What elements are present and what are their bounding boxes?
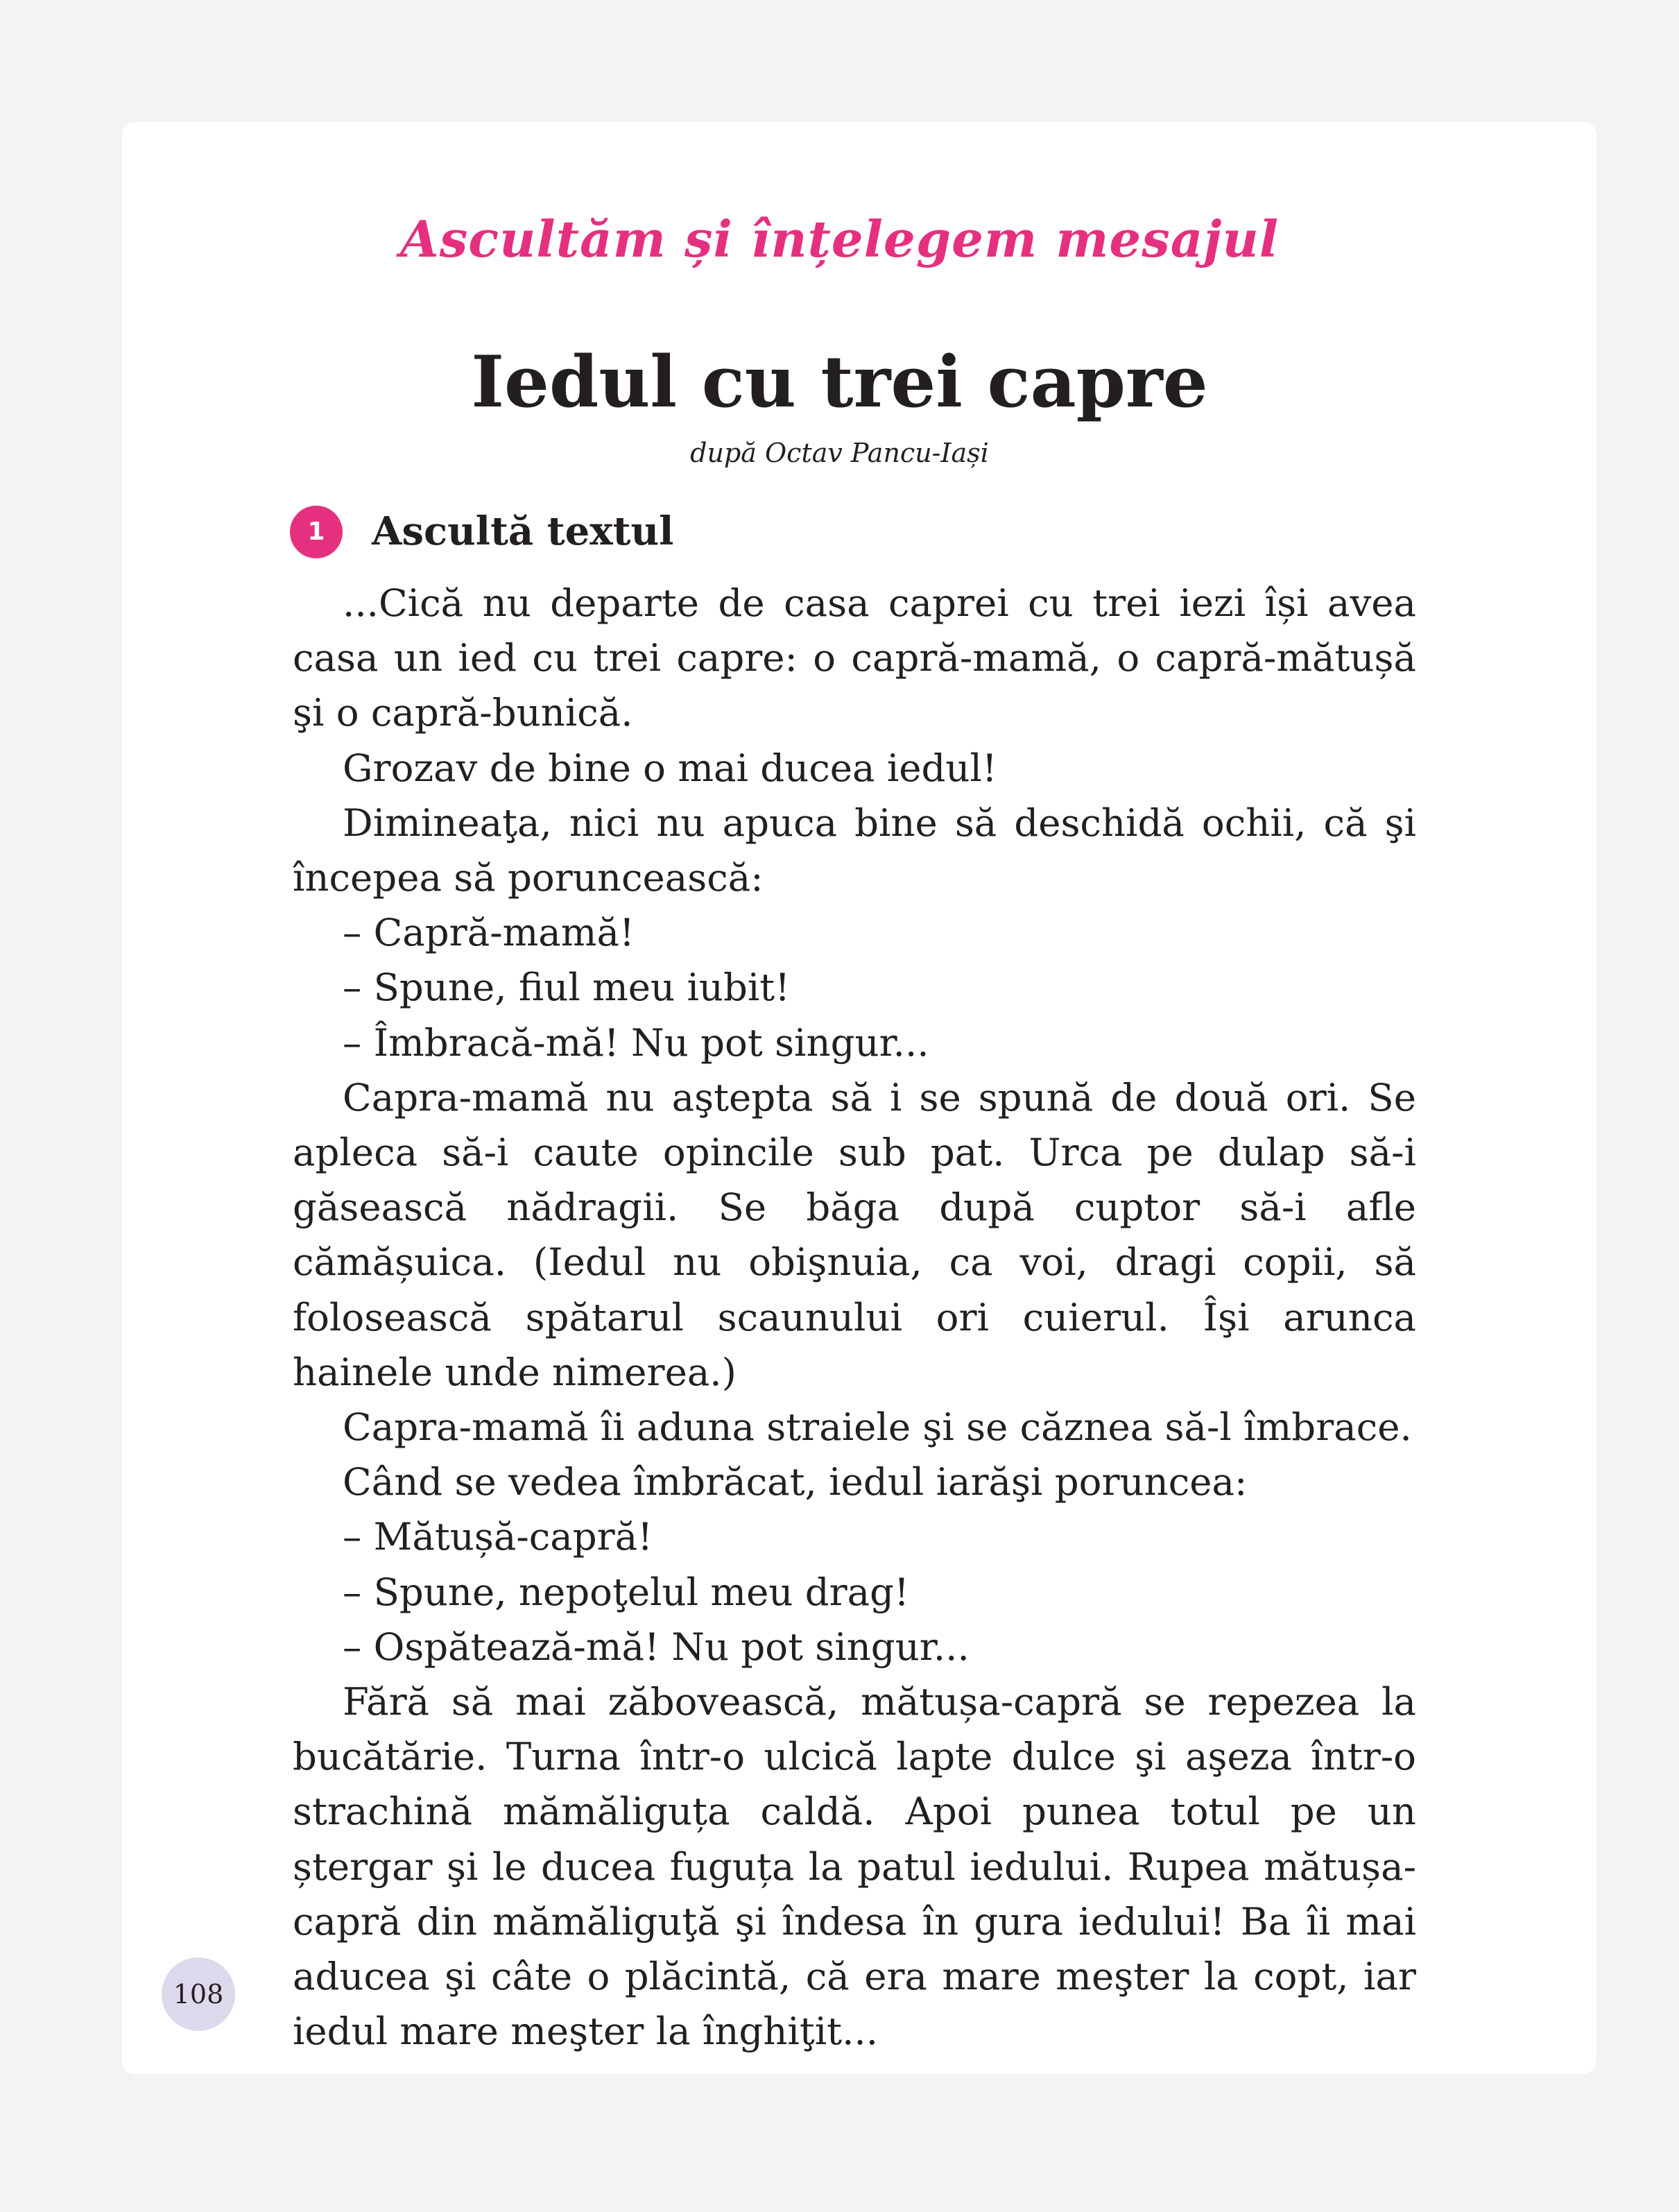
dialogue-line: – Mătușă-capră! bbox=[343, 1514, 653, 1559]
dialogue-line: – Ospătează-mă! Nu pot singur... bbox=[343, 1624, 970, 1669]
dialogue-line: – Capră-mamă! bbox=[343, 910, 635, 955]
dialogue-line: – Îmbracă-mă! Nu pot singur... bbox=[343, 1020, 929, 1065]
task-label: Ascultă textul bbox=[372, 508, 674, 554]
page-number-badge: 108 bbox=[162, 1957, 235, 2031]
story-paragraph: Dimineaţa, nici nu apuca bine să deschidă ochii, că şi începea să poruncească: bbox=[293, 800, 1416, 900]
story-title: Iedul cu trei capre bbox=[471, 341, 1208, 424]
dialogue-line: – Spune, nepoţelul meu drag! bbox=[343, 1569, 909, 1614]
story-paragraph: Grozav de bine o mai ducea iedul! bbox=[343, 745, 997, 790]
dialogue-line: – Spune, fiul meu iubit! bbox=[343, 965, 791, 1010]
story-paragraph: Capra-mamă nu aştepta să i se spună de două ori. Se apleca să-i caute opincile sub pat. Urca pe dulap să-i găsească nădragii. Se băga după cuptor să-i afle cămășuica. (Iedul nu obişnuia, ca voi, dragi copii, să folosească spătarul scaunului ori cuierul. Îşi arunca hainele unde nimerea.) bbox=[293, 1074, 1416, 1394]
author-credit: după Octav Pancu-Iași bbox=[690, 438, 989, 468]
task-number-badge: 1 bbox=[290, 506, 343, 558]
story-text bbox=[293, 576, 1416, 2059]
section-heading: Ascultăm și înțelegem mesajul bbox=[399, 209, 1280, 268]
story-paragraph: Capra-mamă îi aduna straiele şi se căznea să-l îmbrace. bbox=[343, 1405, 1412, 1450]
story-paragraph: Când se vedea îmbrăcat, iedul iarăşi poruncea: bbox=[343, 1459, 1248, 1504]
story-paragraph: Fără să mai zăbovească, mătușa-capră se repezea la bucătărie. Turna într-o ulcică lapte dulce şi aşeza într-o strachină mămăliguța caldă. Apoi punea totul pe un ștergar şi le ducea fuguța la patul iedului. Rupea mătușa-capră din mămăliguţă şi îndesa în gura iedului! Ba îi mai aducea şi câte o plăcintă, că era mare meşter la copt, iar iedul mare meşter la înghiţit... bbox=[293, 1679, 1416, 2054]
story-paragraph: ...Cică nu departe de casa caprei cu trei iezi își avea casa un ied cu trei capre: o capră-mamă, o capră-mătușă şi o capră-bunică. bbox=[293, 581, 1416, 735]
